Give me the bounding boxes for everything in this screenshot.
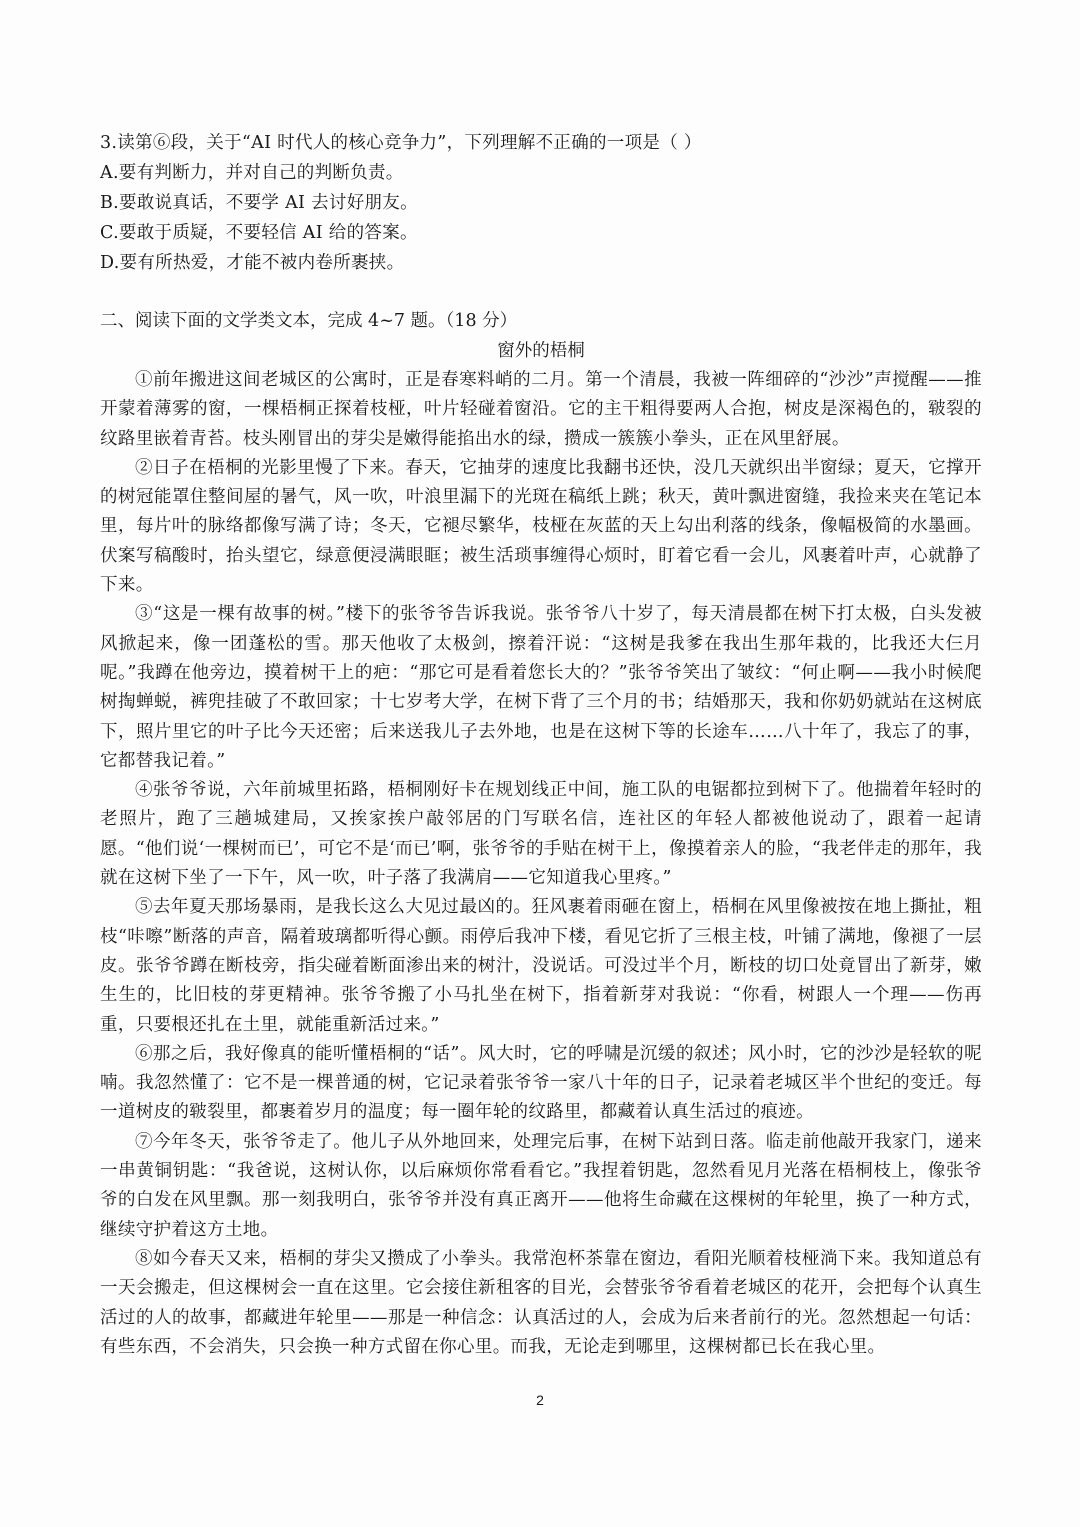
- paragraph: ①前年搬进这间老城区的公寓时，正是春寒料峭的二月。第一个清晨，我被一阵细碎的“沙沙”声搅醒——推开蒙着薄雾的窗，一棵梧桐正探着枝桠，叶片轻碰着窗沿。它的主干粗得要两人合抱，树皮是深褐色的，皲裂的纹路里嵌着青苔。枝头刚冒出的芽尖是嫩得能掐出水的绿，攒成一簇簇小拳头，正在风里舒展。: [100, 370, 982, 449]
- paragraph: ⑦今年冬天，张爷爷走了。他儿子从外地回来，处理完后事，在树下站到日落。临走前他敲开我家门，递来一串黄铜钥匙：“我爸说，这树认你，以后麻烦你常看看它。”我捏着钥匙，忽然看见月光落在梧桐枝上，像张爷爷的白发在风里飘。那一刻我明白，张爷爷并没有真正离开——他将生命藏在这棵树的年轮里，换了一种方式，继续守护着这方土地。: [100, 1131, 982, 1240]
- section-2: [100, 306, 982, 1362]
- page-number: 2: [536, 1392, 544, 1408]
- option-a: A.要有判断力，并对自己的判断负责。: [100, 163, 404, 183]
- question-stem: 3.读第⑥段，关于“AI 时代人的核心竞争力”，下列理解不正确的一项是（ ）: [100, 133, 702, 153]
- paragraph: ⑧如今春天又来，梧桐的芽尖又攒成了小拳头。我常泡杯茶靠在窗边，看阳光顺着枝桠淌下来。我知道总有一天会搬走，但这棵树会一直在这里。它会接住新租客的目光，会替张爷爷看着老城区的花开，会把每个认真生活过的人的故事，都藏进年轮里——那是一种信念：认真活过的人，会成为后来者前行的光。忽然想起一句话：有些东西，不会消失，只会换一种方式留在你心里。而我，无论走到哪里，这棵树都已长在我心里。: [100, 1248, 982, 1357]
- page-content: [100, 128, 982, 1362]
- article-title: 窗外的梧桐: [497, 341, 585, 361]
- option-d: D.要有所热爱，才能不被内卷所裹挟。: [100, 253, 405, 273]
- section-heading: 二、阅读下面的文学类文本，完成 4~7 题。（18 分）: [100, 311, 518, 331]
- option-c: C.要敢于质疑，不要轻信 AI 给的答案。: [100, 223, 418, 243]
- paragraph: ⑤去年夏天那场暴雨，是我长这么大见过最凶的。狂风裹着雨砸在窗上，梧桐在风里像被按在地上撕扯，粗枝“咔嚓”断落的声音，隔着玻璃都听得心颤。雨停后我冲下楼，看见它折了三根主枝，叶铺了满地，像褪了一层皮。张爷爷蹲在断枝旁，指尖碰着断面渗出来的树汁，没说话。可没过半个月，断枝的切口处竟冒出了新芽，嫩生生的，比旧枝的芽更精神。张爷爷搬了小马扎坐在树下，指着新芽对我说：“你看，树跟人一个理——伤再重，只要根还扎在土里，就能重新活过来。”: [100, 897, 982, 1035]
- option-b: B.要敢说真话，不要学 AI 去讨好朋友。: [100, 193, 418, 213]
- paragraph: ④张爷爷说，六年前城里拓路，梧桐刚好卡在规划线正中间，施工队的电锯都拉到树下了。他揣着年轻时的老照片，跑了三趟城建局，又挨家挨户敲邻居的门写联名信，连社区的年轻人都被他说动了，跟着一起请愿。“他们说‘一棵树而已’，可它不是‘而已’啊，张爷爷的手贴在树干上，像摸着亲人的脸，“我老伴走的那年，我就在这树下坐了一下午，风一吹，叶子落了我满肩——它知道我心里疼。”: [100, 780, 982, 889]
- paragraph: ②日子在梧桐的光影里慢了下来。春天，它抽芽的速度比我翻书还快，没几天就织出半窗绿；夏天，它撑开的树冠能罩住整间屋的暑气，风一吹，叶浪里漏下的光斑在稿纸上跳；秋天，黄叶飘进窗缝，我捡来夹在笔记本里，每片叶的脉络都像写满了诗；冬天，它褪尽繁华，枝桠在灰蓝的天上勾出利落的线条，像幅极简的水墨画。伏案写稿酸时，抬头望它，绿意便浸满眼眶；被生活琐事缠得心烦时，盯着它看一会儿，风裹着叶声，心就静了下来。: [100, 457, 982, 596]
- paragraph: ⑥那之后，我好像真的能听懂梧桐的“话”。风大时，它的呼啸是沉缓的叙述；风小时，它的沙沙是轻软的呢喃。我忽然懂了：它不是一棵普通的树，它记录着张爷爷一家八十年的日子，记录着老城区半个世纪的变迁。每一道树皮的皲裂里，都裹着岁月的温度；每一圈年轮的纹路里，都藏着认真生活过的痕迹。: [100, 1043, 982, 1123]
- paragraph: ③“这是一棵有故事的树。”楼下的张爷爷告诉我说。张爷爷八十岁了，每天清晨都在树下打太极，白头发被风掀起来，像一团蓬松的雪。那天他收了太极剑，擦着汗说：“这树是我爹在我出生那年栽的，比我还大仨月呢。”我蹲在他旁边，摸着树干上的疤：“那它可是看着您长大的？”张爷爷笑出了皱纹：“何止啊——我小时候爬树掏蝉蜕，裤兜挂破了不敢回家；十七岁考大学，在树下背了三个月的书；结婚那天，我和你奶奶就站在这树底下，照片里它的叶子比今天还密；后来送我儿子去外地，也是在这树下等的长途车……八十年了，我忘了的事，它都替我记着。”: [100, 604, 982, 771]
- question-3: [100, 128, 982, 278]
